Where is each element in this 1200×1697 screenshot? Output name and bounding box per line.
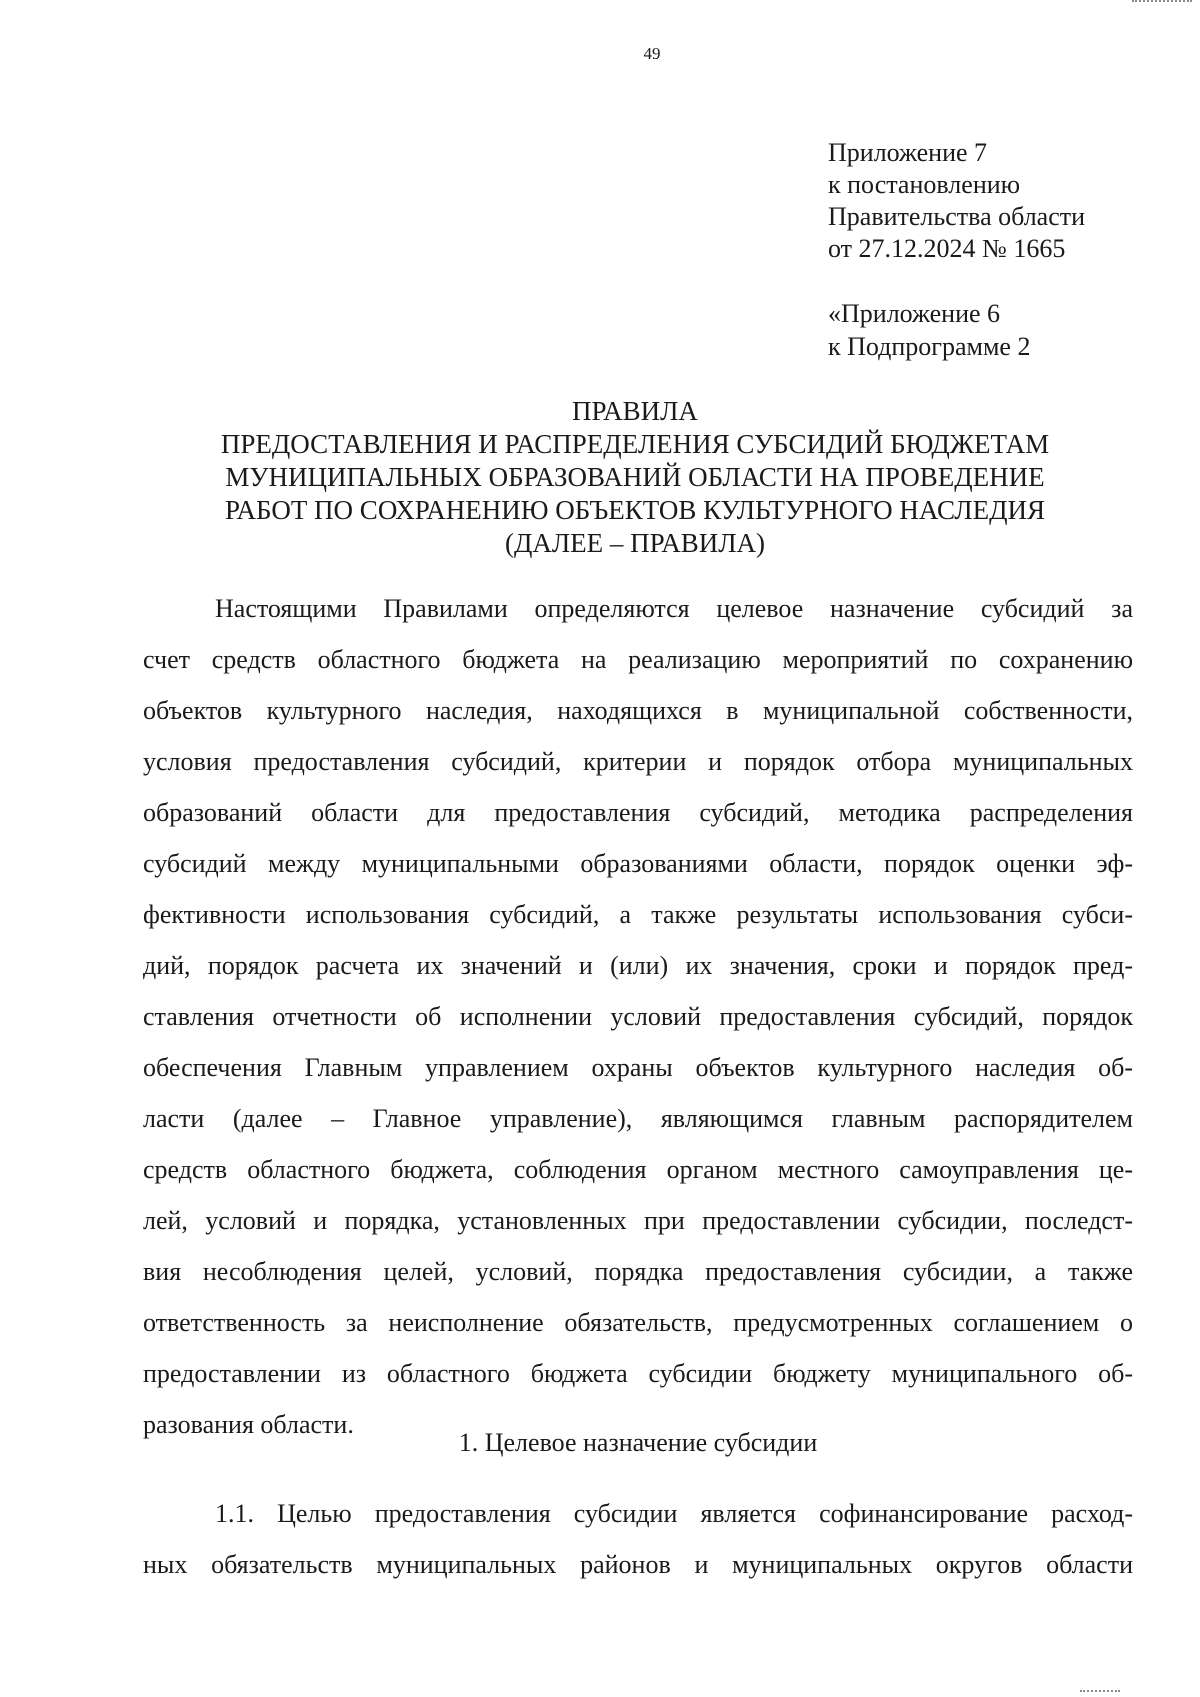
paragraph-line: предоставлении из областного бюджета субсидии бюджету муниципального об- bbox=[143, 1359, 1133, 1388]
title-line: МУНИЦИПАЛЬНЫХ ОБРАЗОВАНИЙ ОБЛАСТИ НА ПРОВЕДЕНИЕ bbox=[225, 462, 1045, 492]
paragraph-line: вия несоблюдения целей, условий, порядка предоставления субсидии, а также bbox=[143, 1257, 1133, 1286]
paragraph-line: фективности использования субсидий, а также результаты использования субси- bbox=[143, 900, 1133, 929]
section-1-paragraph bbox=[143, 1488, 1133, 1590]
page-number bbox=[0, 44, 1200, 64]
appendix-reference-block bbox=[828, 297, 1030, 363]
title-line: ПРЕДОСТАВЛЕНИЯ И РАСПРЕДЕЛЕНИЯ СУБСИДИЙ БЮДЖЕТАМ bbox=[220, 429, 1050, 459]
approval-line: к постановлению bbox=[828, 170, 1021, 199]
paragraph-line: Настоящими Правилами определяются целевое назначение субсидий за bbox=[215, 594, 1133, 623]
title-line: РАБОТ ПО СОХРАНЕНИЮ ОБЪЕКТОВ КУЛЬТУРНОГО НАСЛЕДИЯ bbox=[224, 495, 1046, 525]
paragraph-line: ответственность за неисполнение обязательств, предусмотренных соглашением о bbox=[143, 1308, 1133, 1337]
document-title bbox=[100, 395, 1170, 560]
paragraph-line: 1.1. Целью предоставления субсидии является софинансирование расход- bbox=[215, 1499, 1133, 1528]
approval-line: Приложение 7 bbox=[828, 138, 988, 167]
paragraph-line: ласти (далее – Главное управление), являющимся главным распорядителем bbox=[143, 1104, 1133, 1133]
appendix-reference-line: к Подпрограмме 2 bbox=[828, 332, 1031, 361]
paragraph-line: дий, порядок расчета их значений и (или) их значения, сроки и порядок пред- bbox=[143, 951, 1133, 980]
paragraph-line: субсидий между муниципальными образованиями области, порядок оценки эф- bbox=[143, 849, 1133, 878]
paragraph-line: образований области для предоставления субсидий, методика распределения bbox=[143, 798, 1133, 827]
paragraph-line: счет средств областного бюджета на реализацию мероприятий по сохранению bbox=[143, 645, 1133, 674]
paragraph-line: средств областного бюджета, соблюдения органом местного самоуправления це- bbox=[143, 1155, 1133, 1184]
approval-line: от 27.12.2024 № 1665 bbox=[828, 234, 1066, 263]
approval-line: Правительства области bbox=[828, 202, 1086, 231]
intro-paragraph bbox=[143, 583, 1133, 1450]
appendix-reference-line: «Приложение 6 bbox=[828, 299, 1001, 328]
paragraph-line: лей, условий и порядка, установленных при предоставлении субсидии, последст- bbox=[143, 1206, 1133, 1235]
paragraph-line: ных обязательств муниципальных районов и муниципальных округов области bbox=[143, 1550, 1133, 1579]
paragraph-line: ставления отчетности об исполнении условий предоставления субсидий, порядок bbox=[143, 1002, 1133, 1031]
scan-artifact-bottom bbox=[1080, 1690, 1120, 1695]
section-heading: 1. Целевое назначение субсидии bbox=[458, 1428, 818, 1457]
paragraph-line: условия предоставления субсидий, критерии и порядок отбора муниципальных bbox=[143, 747, 1133, 776]
paragraph-line: объектов культурного наследия, находящихся в муниципальной собственности, bbox=[143, 696, 1133, 725]
scan-artifact-top bbox=[1132, 0, 1192, 5]
paragraph-line: разования области. bbox=[143, 1410, 354, 1439]
page-number-text: 49 bbox=[643, 44, 661, 63]
approval-block bbox=[828, 137, 1085, 265]
paragraph-line: обеспечения Главным управлением охраны объектов культурного наследия об- bbox=[143, 1053, 1133, 1082]
title-line: ПРАВИЛА bbox=[572, 396, 698, 426]
title-line: (ДАЛЕЕ – ПРАВИЛА) bbox=[504, 528, 766, 558]
